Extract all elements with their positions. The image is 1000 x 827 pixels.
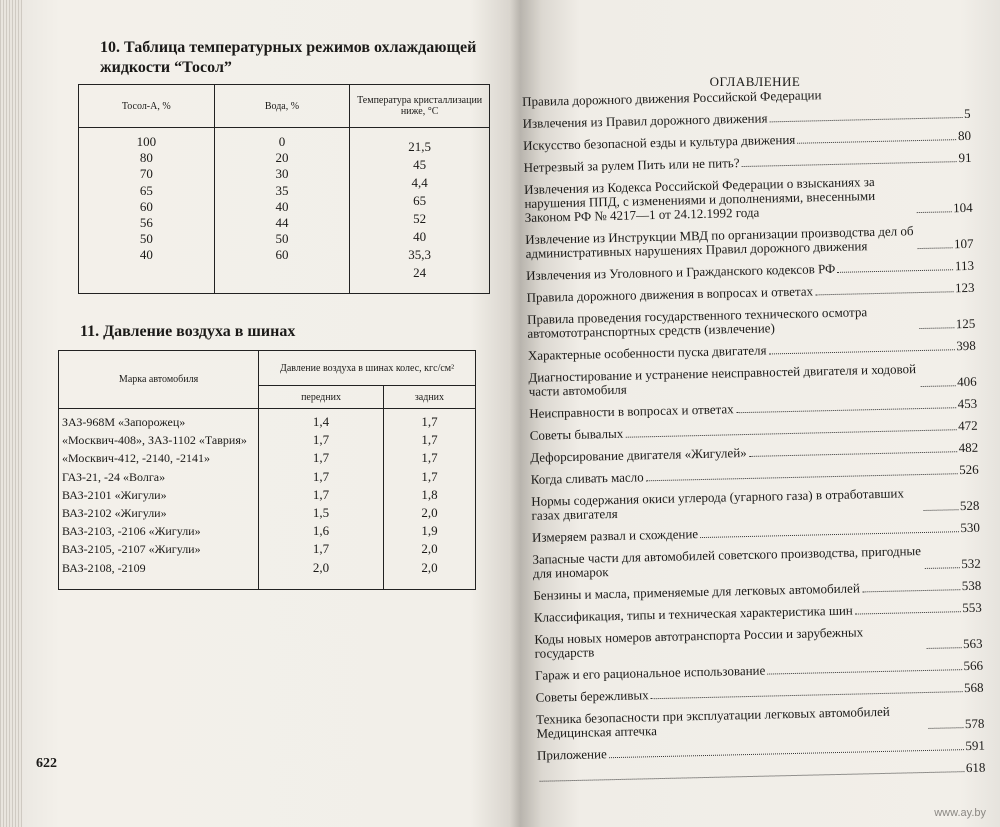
table-cell: «Москвич-408», ЗАЗ-1102 «Таврия» (62, 433, 247, 448)
tire-pressure-table (58, 350, 476, 590)
table-cell: 30 (275, 166, 289, 182)
toc-entry-title: Запасные части для автомобилей советского производства, пригодные для иномарок (532, 543, 922, 581)
toc-entry-page: 591 (965, 737, 986, 754)
toc-entry-title: Извлечения из Кодекса Российской Федерации о взысканиях за нарушения ППД, с изменениями и дополнениями, внесенными Законом РФ № 4217—1 от 24.12.1992 года (523, 174, 876, 225)
toc-entry-page: 125 (955, 315, 976, 332)
toc-entry-page: 578 (964, 715, 985, 732)
toc-entry (529, 397, 977, 421)
toc-entry-page: 107 (953, 235, 974, 252)
table-header-row (79, 85, 490, 128)
toc-entry-page: 482 (958, 439, 979, 456)
column-brand (59, 409, 259, 590)
table-cell: 60 (275, 247, 289, 263)
toc-leader-dots (651, 691, 962, 699)
toc-entry-title: Извлечение из Инструкции МВД по организации производства дел об административных нарушениях Правил дорожного движения (525, 223, 914, 261)
toc-leader-dots (855, 611, 961, 614)
table-cell: 21,5 (408, 139, 431, 154)
toc-entry-page: 406 (956, 373, 977, 390)
table-cell: 40 (413, 229, 427, 244)
table-header-row (59, 351, 476, 386)
toc-entry (526, 259, 974, 283)
toc-entry (527, 303, 976, 341)
column-tosol (79, 128, 215, 294)
toc-leader-dots (540, 771, 964, 782)
toc-leader-dots (919, 327, 954, 329)
toc-entry-page: 398 (956, 337, 976, 354)
toc-entry-title: Нормы содержания окиси углерода (угарного газа) в отработавших газах двигателя (531, 485, 905, 523)
toc-entry-title: Правила проведения государственного технического осмотра автомототранспортных средств (извлечение) (526, 304, 868, 341)
toc-entry-page: 91 (958, 149, 972, 166)
table-body-row (59, 409, 476, 590)
toc-entry-page: 5 (963, 105, 971, 121)
toc-leader-dots (925, 567, 960, 569)
toc-entry (525, 223, 974, 261)
table-cell: ВАЗ-2103, -2106 «Жигули» (62, 524, 201, 539)
toc-entry-title: Советы бывалых (529, 425, 624, 443)
table-cell: 1,7 (312, 486, 330, 502)
toc-entry-page: 568 (963, 679, 984, 696)
toc-entry-page: 123 (954, 279, 975, 296)
table-cell: 1,7 (421, 450, 438, 466)
toc-leader-dots (769, 349, 955, 354)
table11-title: 11. Давление воздуха в шинах (80, 323, 296, 340)
toc-entry-title: Извлечения из Правил дорожного движения (522, 110, 768, 131)
toc-entry-title: Нетрезвый за рулем Пить или не пить? (523, 155, 740, 175)
table-cell: 60 (139, 198, 153, 214)
toc-entry (530, 419, 978, 443)
table-cell: 20 (275, 150, 289, 166)
table-cell: 80 (139, 150, 153, 166)
toc-leader-dots (921, 385, 956, 387)
antifreeze-table (78, 84, 490, 294)
toc-entry (523, 151, 971, 175)
toc-entry (537, 739, 985, 763)
column-rear (383, 409, 475, 590)
header-brand: Марка автомобиля (59, 351, 259, 409)
table-cell: 1,7 (312, 450, 330, 466)
table-cell: 44 (275, 215, 289, 231)
toc-entry-title: Диагностирование и устранение неисправностей двигателя и ходовой части автомобиля (528, 361, 917, 399)
header-pressure: Давление воздуха в шинах колес, кгс/см² (259, 351, 476, 386)
table-cell: 1,7 (312, 432, 330, 448)
table-cell: 1,4 (312, 414, 330, 429)
toc-entry-title: Искусство безопасной езды и культура движения (522, 131, 796, 153)
table-cell: ВАЗ-2108, -2109 (62, 560, 146, 575)
table-cell: 1,7 (312, 468, 330, 484)
header-water: Вода, % (214, 85, 350, 128)
table-cell: 65 (413, 193, 427, 208)
toc-entry-title: Правила дорожного движения Российской Федерации (521, 87, 822, 109)
toc-leader-dots (797, 139, 956, 144)
toc-leader-dots (862, 589, 960, 592)
toc-title: ОГЛАВЛЕНИЕ (709, 74, 801, 89)
toc-entry-page: 113 (954, 257, 975, 274)
table-cell: 35 (275, 182, 289, 198)
table-cell: ВАЗ-2102 «Жигули» (62, 506, 167, 521)
toc-leader-dots (928, 727, 963, 729)
toc-entry (528, 361, 977, 399)
toc-entry-page: 528 (959, 497, 980, 514)
table-of-contents (522, 85, 986, 793)
toc-entry-page: 104 (952, 199, 973, 216)
column-temperature (350, 128, 490, 294)
toc-entry-title: Приложение (536, 746, 607, 763)
toc-entry-page: 553 (962, 599, 982, 616)
table-cell: ГАЗ-21, -24 «Волга» (62, 469, 166, 484)
toc-entry-title: Правила дорожного движения в вопросах и ответах (526, 283, 814, 305)
table-cell: 1,6 (312, 523, 330, 539)
column-front (259, 409, 384, 590)
toc-entry-title: Гараж и его рациональное использование (534, 662, 766, 683)
toc-entry (523, 129, 971, 153)
toc-leader-dots (742, 161, 957, 167)
toc-entry-title: Измеряем развал и схождение (531, 526, 699, 545)
toc-entry-title: Бензины и масла, применяемые для легковых автомобилей (533, 580, 860, 603)
toc-entry-title: Классификация, типы и техническая характеристика шин (533, 602, 853, 625)
table-cell: 24 (413, 265, 427, 280)
table-cell: 40 (275, 198, 289, 214)
table-cell: 2,0 (421, 559, 438, 575)
table-cell: 1,5 (312, 505, 330, 521)
toc-leader-dots (770, 117, 963, 122)
toc-leader-dots (625, 429, 956, 438)
toc-leader-dots (749, 451, 957, 457)
table-cell: 1,8 (421, 486, 438, 502)
table-cell: 52 (413, 211, 427, 226)
toc-entry-title: Извлечения из Уголовного и Гражданского кодексов РФ (525, 260, 836, 283)
toc-leader-dots (917, 211, 952, 213)
toc-entry (536, 703, 985, 741)
toc-entry-title: Коды новых номеров автотранспорта России и зарубежных государств (534, 624, 864, 661)
toc-leader-dots (736, 407, 956, 413)
toc-leader-dots (609, 749, 964, 758)
table-cell: 1,7 (421, 468, 438, 484)
table-cell: 1,7 (312, 541, 330, 557)
toc-leader-dots (924, 509, 959, 511)
table-cell: ВАЗ-2101 «Жигули» (62, 487, 167, 502)
toc-entry-title: Советы бережливых (535, 687, 649, 705)
toc-entry (533, 579, 981, 603)
toc-entry (536, 681, 984, 705)
table-cell: 35,3 (408, 247, 431, 262)
table10-title: 10. Таблица температурных режимов охлаждающей жидкости “Тосол” (100, 39, 477, 76)
toc-entry (531, 485, 980, 523)
table-cell: 50 (275, 231, 289, 247)
toc-entry-page: 563 (962, 635, 983, 652)
toc-entry-page: 532 (961, 555, 981, 572)
header-rear: задних (383, 386, 475, 409)
toc-leader-dots (767, 669, 961, 674)
toc-entry (528, 339, 976, 363)
toc-entry (526, 281, 974, 305)
toc-entry-page: 538 (961, 577, 982, 594)
table-cell: 2,0 (421, 541, 438, 557)
watermark: www.ay.by (934, 807, 986, 819)
toc-leader-dots (918, 247, 953, 249)
toc-entry-title: Неисправности в вопросах и ответах (529, 401, 734, 421)
table-cell: 65 (139, 182, 153, 198)
toc-entry (534, 623, 983, 661)
toc-entry-page: 453 (957, 395, 978, 412)
table-cell: 1,7 (421, 414, 438, 429)
toc-entry-page: 618 (965, 759, 986, 776)
header-temperature: Температура кристаллизации ниже, °С (350, 85, 490, 128)
toc-entry (530, 441, 978, 465)
table-cell: ВАЗ-2105, -2107 «Жигули» (62, 542, 201, 557)
toc-entry-title: Техника безопасности при эксплуатации легковых автомобилей Медицинская аптечка (535, 703, 890, 741)
page-number: 622 (36, 756, 57, 771)
table-body-row (79, 128, 490, 294)
toc-entry (522, 107, 970, 131)
page-stack-edge (0, 0, 22, 827)
table-cell: 1,9 (421, 523, 438, 539)
toc-leader-dots (837, 269, 953, 273)
table-cell: 2,0 (312, 559, 330, 575)
column-water (214, 128, 350, 294)
toc-leader-dots (927, 647, 962, 649)
table-cell: «Москвич-412, -2140, -2141» (62, 451, 210, 466)
toc-entry-page: 530 (960, 519, 981, 536)
toc-entry-page: 472 (957, 417, 978, 434)
table-cell: 70 (139, 166, 153, 182)
toc-entry-page: 526 (958, 461, 979, 478)
toc-entry-title: Когда сливать масло (530, 469, 644, 487)
table-cell: 2,0 (421, 505, 438, 521)
toc-entry (532, 521, 980, 545)
toc-entry-title: Характерные особенности пуска двигателя (527, 342, 767, 363)
table-cell: 4,4 (411, 175, 428, 190)
toc-entry (524, 173, 973, 225)
toc-leader-dots (646, 473, 957, 481)
table-cell: 45 (413, 157, 427, 172)
toc-entry-page: 80 (957, 127, 972, 144)
toc-leader-dots (815, 291, 953, 295)
toc-entry (532, 543, 981, 581)
table-cell: ЗАЗ-968М «Запорожец» (62, 415, 186, 429)
header-front: передних (259, 386, 384, 409)
header-tosol: Тосол-А, % (79, 85, 215, 128)
toc-leader-dots (700, 531, 958, 538)
table-cell: 0 (278, 134, 286, 149)
toc-entry (537, 761, 985, 785)
table-cell: 50 (139, 231, 153, 247)
toc-entry (531, 463, 979, 487)
table-cell: 56 (139, 215, 153, 231)
toc-entry-title: Дефорсирование двигателя «Жигулей» (530, 444, 747, 465)
table-cell: 100 (136, 134, 157, 149)
toc-entry (534, 601, 982, 625)
table-cell: 1,7 (421, 432, 438, 448)
table-cell: 40 (139, 247, 153, 263)
toc-entry-page: 566 (963, 657, 984, 674)
toc-entry (535, 659, 983, 683)
